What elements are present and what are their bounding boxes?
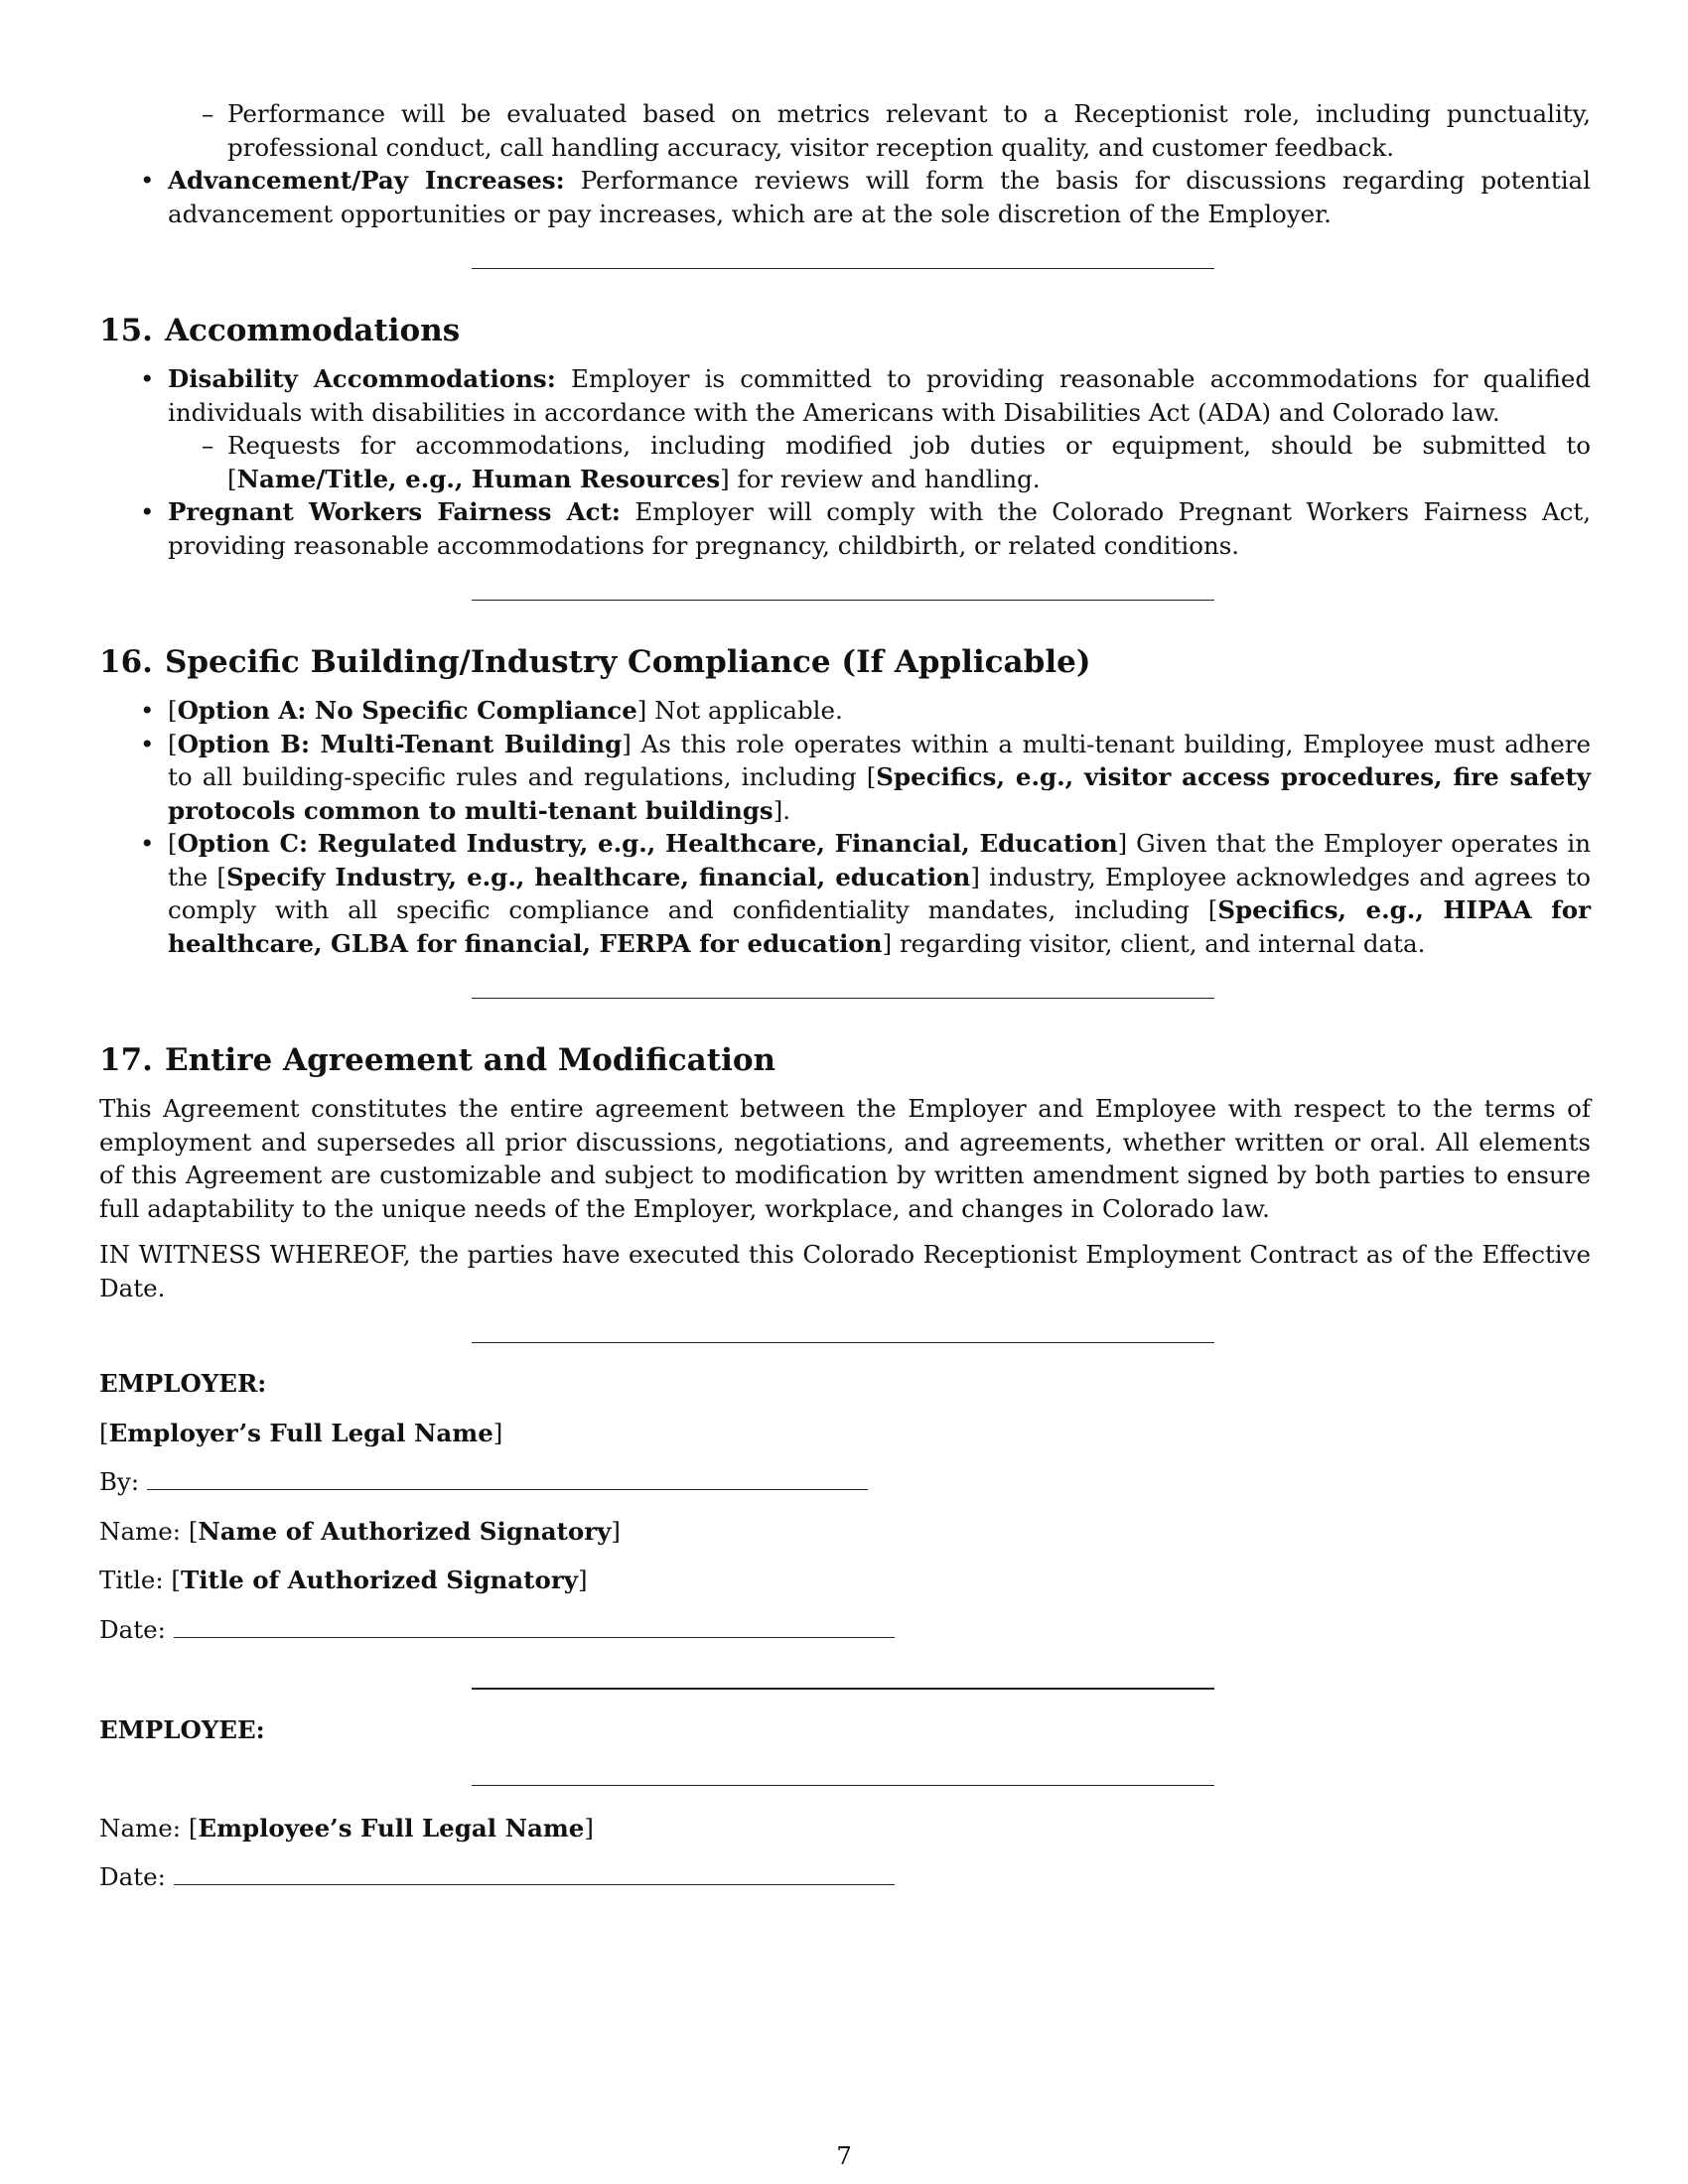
section-divider xyxy=(472,600,1214,601)
employer-signatory-name: Name of Authorized Signatory xyxy=(198,1516,612,1546)
option-b-specifics: Specifics, e.g., visitor access procedures, fire safety protocols common to multi-tenant buildings xyxy=(168,762,1591,825)
option-b-label: Option B: Multi-Tenant Building xyxy=(177,729,623,758)
employee-date-line[interactable] xyxy=(174,1883,895,1885)
pregnant-text: Employer will comply with the Colorado Pregnant Workers Fairness Act, providing reasonable accommodations for pregnancy, childbirth, or related conditions. xyxy=(168,497,1591,560)
section-divider xyxy=(472,1342,1214,1343)
section-16-heading xyxy=(99,642,1591,682)
employer-title-label: Title: xyxy=(99,1566,164,1594)
section-title: Entire Agreement and Modification xyxy=(164,1042,776,1078)
section-title: Specific Building/Industry Compliance (If Applicable) xyxy=(164,644,1091,680)
advancement-text: Performance reviews will form the basis for discussions regarding potential advancement opportunities or pay increases, which are at the sole discretion of the Employer. xyxy=(168,166,1591,228)
signature-divider xyxy=(472,1688,1214,1690)
employer-signatory-title: Title of Authorized Signatory xyxy=(180,1566,578,1594)
list-item xyxy=(99,164,1591,230)
list-item: • [Option A: No Specific Compliance] Not applicable. xyxy=(99,694,1591,728)
list-item: • [Option C: Regulated Industry, e.g., Healthcare, Financial, Education] Given that the Employer operates in the [Specify Industry, e.g., healthcare, financial, education] industry, Employee acknowledges and agrees to comply with all specific compliance and confidentiality mandates, including [Specifics, e.g., HIPAA for healthcare, GLBA for financial, FERPA for education] regarding visitor, client, and internal data. xyxy=(99,827,1591,960)
section-divider xyxy=(472,998,1214,999)
employer-date-line[interactable] xyxy=(174,1636,895,1638)
witness-paragraph: IN WITNESS WHEREOF, the parties have executed this Colorado Receptionist Employment Contract as of the Effective Date. xyxy=(99,1240,1591,1302)
list-item xyxy=(99,362,1591,429)
advancement-label: Advancement/Pay Increases: xyxy=(168,166,565,195)
option-c-specifics: Specifics, e.g., HIPAA for healthcare, GLBA for financial, FERPA for education xyxy=(168,895,1591,958)
employee-signature-line[interactable] xyxy=(472,1785,1214,1786)
page-content xyxy=(99,97,1591,1894)
section-number: 16. xyxy=(99,644,153,680)
section-title: Accommodations xyxy=(164,313,461,348)
entire-agreement-paragraph: This Agreement constitutes the entire agreement between the Employer and Employee with respect to the terms of employment and supersedes all prior discussions, negotiations, and agreements, whether written or oral. All elements of this Agreement are customizable and subject to modification by written amendment signed by both parties to ensure full adaptability to the unique needs of the Employer, workplace, and changes in Colorado law. xyxy=(99,1094,1591,1223)
option-b-end: ]. xyxy=(773,795,791,825)
list-item xyxy=(99,97,1591,164)
employee-signature-block: EMPLOYEE: Name: [Employee’s Full Legal Name] Date: xyxy=(99,1713,1591,1894)
option-c-text: ] industry, Employee acknowledges and agrees to comply with all specific compliance and confidentiality mandates, including [ xyxy=(168,862,1592,924)
employer-date-label: Date: xyxy=(99,1614,166,1644)
disability-label: Disability Accommodations: xyxy=(168,364,556,393)
requests-text-post: ] for review and handling. xyxy=(720,464,1041,493)
requests-placeholder: Name/Title, e.g., Human Resources xyxy=(236,464,721,493)
list-item xyxy=(99,495,1591,562)
list-item: • [Option B: Multi-Tenant Building] As this role operates within a multi-tenant building, Employee must adhere to all building-specific rules and regulations, including [Specifics, e.g., visitor access procedures, fire safety protocols common to multi-tenant buildings]. xyxy=(99,728,1591,828)
option-c-text: Given that the Employer operates in the [ xyxy=(168,829,1591,891)
pregnant-label: Pregnant Workers Fairness Act: xyxy=(168,497,621,526)
list-item xyxy=(99,429,1591,495)
option-a-text: Not applicable. xyxy=(646,696,843,725)
section-15-list xyxy=(99,362,1591,562)
section-15-heading xyxy=(99,311,1591,350)
employer-name-label: Name: xyxy=(99,1516,182,1546)
disability-text: Employer is committed to providing reasonable accommodations for qualified individuals with disabilities in accordance with the Americans with Disabilities Act (ADA) and Colorado law. xyxy=(168,364,1591,427)
option-a-label: Option A: No Specific Compliance xyxy=(177,696,637,725)
employer-heading: EMPLOYER: xyxy=(99,1369,267,1398)
employee-name-label: Name: xyxy=(99,1813,182,1843)
option-c-text: ] regarding visitor, client, and internal data. xyxy=(882,928,1426,958)
option-b-text: As this role operates within a multi-tenant building, Employee must adhere to all building-specific rules and regulations, including [ xyxy=(168,729,1591,791)
employer-by-label: By: xyxy=(99,1467,140,1496)
employee-legal-name: Employee’s Full Legal Name xyxy=(198,1813,585,1843)
option-c-label: Option C: Regulated Industry, e.g., Healthcare, Financial, Education xyxy=(177,829,1118,858)
carryover-list xyxy=(99,97,1591,230)
section-divider xyxy=(472,268,1214,269)
employer-signature-block: EMPLOYER: [Employer’s Full Legal Name] By: Name: [Name of Authorized Signatory] Title: [Title of Authorized Signatory] Date: xyxy=(99,1367,1591,1646)
requests-text-pre: Requests for accommodations, including modified job duties or equipment, should be submitted to [ xyxy=(227,431,1591,493)
section-number: 17. xyxy=(99,1042,153,1078)
employer-signature-line[interactable] xyxy=(147,1488,868,1490)
section-16-list xyxy=(99,694,1591,960)
performance-metrics-text: Performance will be evaluated based on metrics relevant to a Receptionist role, including punctuality, professional conduct, call handling accuracy, visitor reception quality, and customer feedback. xyxy=(227,99,1591,162)
employee-heading: EMPLOYEE: xyxy=(99,1715,265,1744)
section-17-heading xyxy=(99,1040,1591,1080)
page-number: 7 xyxy=(836,2141,852,2170)
option-c-industry: Specify Industry, e.g., healthcare, financial, education xyxy=(225,862,971,891)
employee-date-label: Date: xyxy=(99,1862,166,1891)
section-number: 15. xyxy=(99,313,153,348)
employer-legal-name: Employer’s Full Legal Name xyxy=(108,1418,493,1447)
